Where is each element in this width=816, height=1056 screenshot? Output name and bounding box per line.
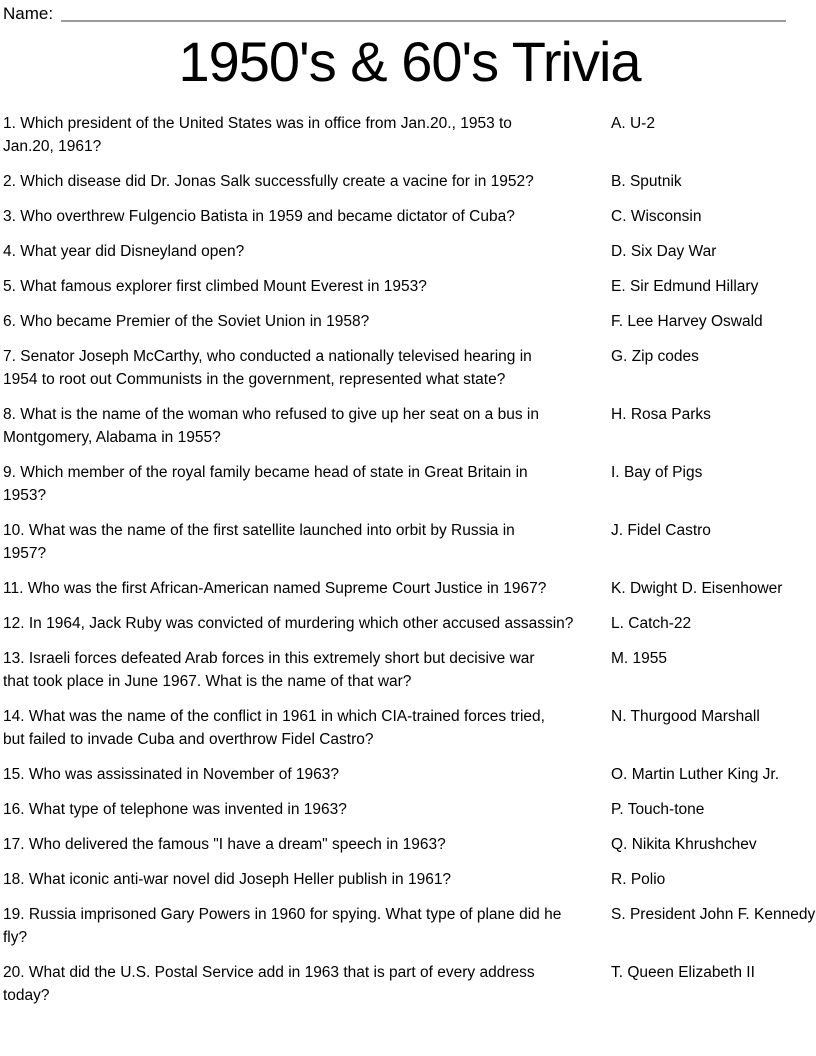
- answer-letter: L.: [611, 615, 624, 632]
- answer-option: [611, 647, 667, 670]
- question: [3, 647, 599, 693]
- question-number: 10.: [3, 522, 25, 539]
- question-line: Jan.20, 1961?: [3, 138, 102, 155]
- question-number: 20.: [3, 964, 25, 981]
- answer-text: Sputnik: [629, 173, 682, 190]
- question: [3, 903, 599, 949]
- question-number: 1.: [3, 115, 16, 132]
- answer-option: [611, 170, 682, 193]
- answer-option: [611, 577, 782, 600]
- answer-text: Martin Luther King Jr.: [631, 766, 780, 783]
- question-number: 3.: [3, 208, 16, 225]
- answer-letter: R.: [611, 871, 627, 888]
- question-line: [3, 763, 599, 786]
- question-line: [3, 705, 599, 728]
- question-line: [3, 112, 599, 135]
- question-text: Senator Joseph McCarthy, who conducted a nationally televised hearing in: [20, 348, 532, 365]
- question-text: What year did Disneyland open?: [20, 243, 245, 260]
- question-number: 7.: [3, 348, 16, 365]
- question: [3, 833, 599, 856]
- answer-text: Touch-tone: [627, 801, 705, 818]
- question-number: 9.: [3, 464, 16, 481]
- question: [3, 345, 599, 391]
- question-number: 13.: [3, 650, 25, 667]
- question-answer-row: [3, 577, 816, 600]
- question-text: Israeli forces defeated Arab forces in this extremely short but decisive war: [28, 650, 535, 667]
- question-line: [3, 403, 599, 426]
- answer-option: [611, 612, 691, 635]
- question: [3, 612, 599, 635]
- question: [3, 170, 599, 193]
- answer-option: [611, 519, 711, 542]
- answer-option: [611, 275, 758, 298]
- question-answer-row: [3, 833, 816, 856]
- question-answer-row: [3, 345, 816, 391]
- question-line: that took place in June 1967. What is the name of that war?: [3, 673, 412, 690]
- question-number: 5.: [3, 278, 16, 295]
- answer-letter: C.: [611, 208, 627, 225]
- question-answer-row: [3, 403, 816, 449]
- answer-option: [611, 310, 763, 333]
- question-number: 17.: [3, 836, 25, 853]
- question-line: Montgomery, Alabama in 1955?: [3, 429, 221, 446]
- question-line: [3, 577, 599, 600]
- question-text: Who was assissinated in November of 1963?: [28, 766, 340, 783]
- question-answer-row: [3, 275, 816, 298]
- answer-letter: B.: [611, 173, 626, 190]
- answer-letter: K.: [611, 580, 626, 597]
- question-number: 8.: [3, 406, 16, 423]
- question-answer-row: [3, 868, 816, 891]
- answer-option: [611, 205, 701, 228]
- question: [3, 798, 599, 821]
- question-number: 11.: [3, 580, 24, 597]
- question-answer-row: [3, 461, 816, 507]
- name-label: Name:: [3, 4, 54, 23]
- question-answer-row: [3, 170, 816, 193]
- answer-letter: A.: [611, 115, 626, 132]
- question-line: 1954 to root out Communists in the government, represented what state?: [3, 371, 506, 388]
- answer-text: U-2: [629, 115, 655, 132]
- question-line: [3, 240, 599, 263]
- question: [3, 403, 599, 449]
- answer-text: Queen Elizabeth II: [627, 964, 755, 981]
- question-answer-row: [3, 763, 816, 786]
- answer-option: [611, 345, 699, 368]
- question: [3, 763, 599, 786]
- answer-letter: J.: [611, 522, 624, 539]
- question: [3, 705, 599, 751]
- answer-option: [611, 705, 760, 728]
- question-text: What famous explorer first climbed Mount Everest in 1953?: [20, 278, 427, 295]
- answer-text: 1955: [632, 650, 668, 667]
- question-text: Who became Premier of the Soviet Union in 1958?: [20, 313, 370, 330]
- question-number: 19.: [3, 906, 25, 923]
- question: [3, 519, 599, 565]
- question-line: [3, 833, 599, 856]
- question-number: 2.: [3, 173, 16, 190]
- answer-text: Thurgood Marshall: [630, 708, 760, 725]
- question-text: What was the name of the first satellite launched into orbit by Russia in: [28, 522, 515, 539]
- answer-text: Sir Edmund Hillary: [629, 278, 759, 295]
- question-line: [3, 205, 599, 228]
- question-answer-list: [3, 112, 816, 1007]
- answer-option: [611, 763, 779, 786]
- question-answer-row: [3, 519, 816, 565]
- answer-option: [611, 868, 665, 891]
- question-line: [3, 345, 599, 368]
- question-answer-row: [3, 612, 816, 635]
- answer-text: Six Day War: [630, 243, 717, 260]
- answer-option: [611, 461, 702, 484]
- question: [3, 240, 599, 263]
- answer-text: Lee Harvey Oswald: [627, 313, 763, 330]
- question: [3, 275, 599, 298]
- name-row: [3, 3, 786, 24]
- answer-text: Polio: [630, 871, 666, 888]
- answer-letter: I.: [611, 464, 620, 481]
- question-answer-row: [3, 705, 816, 751]
- question-number: 12.: [3, 615, 25, 632]
- question-number: 16.: [3, 801, 25, 818]
- question: [3, 112, 599, 158]
- question-text: What iconic anti-war novel did Joseph Heller publish in 1961?: [28, 871, 452, 888]
- question-line: but failed to invade Cuba and overthrow Fidel Castro?: [3, 731, 374, 748]
- question-answer-row: [3, 647, 816, 693]
- answer-letter: D.: [611, 243, 627, 260]
- question-line: [3, 519, 599, 542]
- page-title: 1950's & 60's Trivia: [178, 30, 641, 93]
- answer-letter: M.: [611, 650, 629, 667]
- answer-text: Rosa Parks: [630, 406, 711, 423]
- answer-letter: H.: [611, 406, 627, 423]
- answer-letter: F.: [611, 313, 624, 330]
- question-text: Russia imprisoned Gary Powers in 1960 for spying. What type of plane did he: [28, 906, 562, 923]
- question-line: [3, 310, 599, 333]
- answer-text: Bay of Pigs: [623, 464, 703, 481]
- answer-option: [611, 833, 757, 856]
- question-text: In 1964, Jack Ruby was convicted of murdering which other accused assassin?: [28, 615, 574, 632]
- question-line: [3, 461, 599, 484]
- question-text: What was the name of the conflict in 1961 in which CIA-trained forces tried,: [28, 708, 545, 725]
- answer-text: Nikita Khrushchev: [631, 836, 757, 853]
- question-text: Who delivered the famous "I have a dream" speech in 1963?: [28, 836, 446, 853]
- question-answer-row: [3, 798, 816, 821]
- question-text: Which president of the United States was in office from Jan.20., 1953 to: [20, 115, 512, 132]
- answer-text: Fidel Castro: [627, 522, 711, 539]
- question-line: today?: [3, 987, 50, 1004]
- question-number: 15.: [3, 766, 25, 783]
- question-text: Which member of the royal family became head of state in Great Britain in: [20, 464, 528, 481]
- question-answer-row: [3, 903, 816, 949]
- answer-letter: Q.: [611, 836, 628, 853]
- question: [3, 868, 599, 891]
- question: [3, 961, 599, 1007]
- answer-text: Dwight D. Eisenhower: [629, 580, 783, 597]
- answer-letter: T.: [611, 964, 624, 981]
- name-blank-line[interactable]: [61, 7, 786, 22]
- question-line: [3, 961, 599, 984]
- answer-option: [611, 240, 716, 263]
- question-text: What type of telephone was invented in 1963?: [28, 801, 347, 818]
- question-text: Who was the first African-American named Supreme Court Justice in 1967?: [27, 580, 547, 597]
- answer-letter: O.: [611, 766, 628, 783]
- answer-letter: G.: [611, 348, 628, 365]
- answer-option: [611, 112, 655, 135]
- answer-text: Zip codes: [631, 348, 699, 365]
- question-text: What did the U.S. Postal Service add in 1963 that is part of every address: [28, 964, 535, 981]
- answer-option: [611, 961, 755, 984]
- question-line: [3, 868, 599, 891]
- answer-text: President John F. Kennedy: [629, 906, 816, 923]
- answer-letter: E.: [611, 278, 626, 295]
- question-number: 4.: [3, 243, 16, 260]
- question: [3, 461, 599, 507]
- question-line: [3, 647, 599, 670]
- answer-option: [611, 903, 815, 926]
- answer-option: [611, 798, 704, 821]
- question-text: Who overthrew Fulgencio Batista in 1959 and became dictator of Cuba?: [20, 208, 515, 225]
- answer-option: [611, 403, 711, 426]
- question-line: [3, 903, 599, 926]
- question: [3, 577, 599, 600]
- question-text: Which disease did Dr. Jonas Salk successfully create a vacine for in 1952?: [20, 173, 534, 190]
- question-answer-row: [3, 112, 816, 158]
- question-answer-row: [3, 961, 816, 1007]
- question-answer-row: [3, 310, 816, 333]
- question: [3, 205, 599, 228]
- question-text: What is the name of the woman who refused to give up her seat on a bus in: [20, 406, 539, 423]
- question-line: 1957?: [3, 545, 47, 562]
- question-number: 18.: [3, 871, 25, 888]
- question-line: fly?: [3, 929, 28, 946]
- question-line: [3, 612, 599, 635]
- question: [3, 310, 599, 333]
- question-line: [3, 170, 599, 193]
- question-line: 1953?: [3, 487, 47, 504]
- answer-text: Wisconsin: [630, 208, 702, 225]
- question-answer-row: [3, 205, 816, 228]
- answer-letter: P.: [611, 801, 624, 818]
- question-number: 14.: [3, 708, 25, 725]
- answer-text: Catch-22: [628, 615, 692, 632]
- question-line: [3, 275, 599, 298]
- question-answer-row: [3, 240, 816, 263]
- question-number: 6.: [3, 313, 16, 330]
- question-line: [3, 798, 599, 821]
- answer-letter: S.: [611, 906, 626, 923]
- answer-letter: N.: [611, 708, 627, 725]
